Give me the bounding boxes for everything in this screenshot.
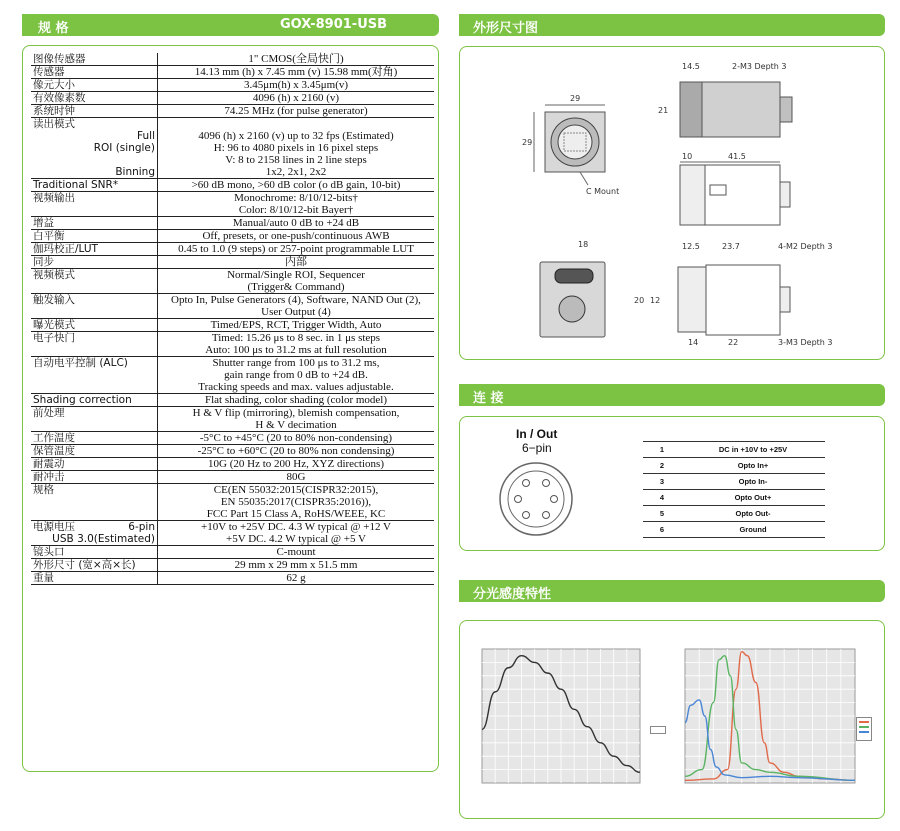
spec-label: 保管温度 <box>33 445 75 457</box>
bot-height-1: 20 <box>634 296 645 305</box>
mono-legend <box>650 726 666 734</box>
spectral-header-bar <box>459 580 885 602</box>
spec-value-cell <box>158 294 435 319</box>
spec-value: 0.45 to 1.0 (9 steps) or 257-point programmable LUT <box>178 243 414 255</box>
spec-value-line: +5V DC. 4.2 W typical @ +5 V <box>226 533 366 545</box>
spec-row <box>31 79 434 92</box>
spec-label-cell <box>31 546 158 559</box>
spec-header-bar <box>22 14 439 36</box>
conn-title: In / Out <box>516 427 558 441</box>
spec-sublabel: USB 3.0(Estimated) <box>52 533 155 545</box>
spec-row <box>31 559 434 572</box>
spec-value-line: 1x2, 2x1, 2x2 <box>265 166 327 178</box>
mono-spectral-chart <box>468 641 646 803</box>
bot-dim-2: 23.7 <box>722 242 740 251</box>
spec-row <box>31 179 434 192</box>
lens-inner-circle <box>558 125 592 159</box>
spec-value-cell <box>158 546 435 559</box>
spec-row <box>31 66 434 79</box>
spec-label: 工作温度 <box>33 432 75 444</box>
spec-value-line: CE(EN 55032:2015(CISPR32:2015), <box>213 484 379 496</box>
pin-row <box>643 490 825 506</box>
spec-row <box>31 458 434 471</box>
bot-height-2: 12 <box>650 296 661 305</box>
spec-label-cell <box>31 79 158 92</box>
spec-value: 80G <box>286 471 306 483</box>
spec-value-line: Timed: 15.26 μs to 8 sec. in 1 μs steps <box>211 332 381 344</box>
spec-value: 29 mm x 29 mm x 51.5 mm <box>234 559 358 571</box>
spec-row <box>31 256 434 269</box>
bot-dim-1: 12.5 <box>682 242 700 251</box>
spec-row <box>31 243 434 256</box>
spec-value-line: V: 8 to 2158 lines in 2 line steps <box>225 154 367 166</box>
spec-value-cell <box>158 230 435 243</box>
spec-value: 74.25 MHz (for pulse generator) <box>224 105 368 117</box>
spec-value-cell <box>158 572 435 585</box>
pin-row <box>643 506 825 522</box>
spectral-header: 分光感度特性 <box>473 587 552 602</box>
spec-label-cell <box>31 319 158 332</box>
spec-header-right: GOX-8901-USB <box>280 17 388 32</box>
spec-value-line: Monochrome: 8/10/12-bits† <box>234 192 358 204</box>
spec-row <box>31 319 434 332</box>
spec-value: Off, presets, or one-push/continuous AWB <box>202 230 390 242</box>
spec-label-cell <box>31 484 158 521</box>
spec-row <box>31 192 434 217</box>
pin-row <box>643 522 825 538</box>
front-width-dim: 29 <box>570 94 581 103</box>
pin-signal: Opto Out+ <box>734 493 772 502</box>
spec-value: 10G (20 Hz to 200 Hz, XYZ directions) <box>208 458 384 470</box>
spec-row <box>31 92 434 105</box>
spec-value-line: User Output (4) <box>261 306 331 318</box>
color-spectral-chart <box>671 641 861 803</box>
spec-value-cell <box>158 179 435 192</box>
spec-value: 1" CMOS(全局快门) <box>248 53 344 65</box>
spec-value: 3.45μm(h) x 3.45μm(v) <box>243 79 349 91</box>
spec-value: -5°C to +45°C (20 to 80% non-condensing) <box>199 432 393 444</box>
spec-label-cell <box>31 294 158 319</box>
connector-pinout-icon <box>496 459 576 539</box>
spec-label: 同步 <box>33 256 54 268</box>
spec-value-cell <box>158 66 435 79</box>
spec-value-line: FCC Part 15 Class A, RoHS/WEEE, KC <box>206 508 386 520</box>
spec-label-cell <box>31 458 158 471</box>
spec-label: 规格 <box>33 484 54 496</box>
spec-value-line: 4096 (h) x 2160 (v) up to 32 fps (Estimated) <box>198 130 394 142</box>
spec-label: 白平衡 <box>33 230 65 242</box>
spec-value: 内部 <box>285 256 307 268</box>
spec-table <box>31 53 434 585</box>
top-dim-2: 41.5 <box>728 152 746 161</box>
spec-value-cell <box>158 217 435 230</box>
side-view-connector <box>780 97 792 122</box>
pin-row <box>643 458 825 474</box>
spec-label-cell <box>31 269 158 294</box>
spec-value-cell <box>158 471 435 484</box>
dims-panel <box>459 46 885 360</box>
spec-value-cell <box>158 407 435 432</box>
spec-value-line: Auto: 100 μs to 31.2 ms at full resolution <box>205 344 387 356</box>
spec-label: 外形尺寸 (宽×高×长) <box>33 559 136 571</box>
spec-value-line: H & V flip (mirroring), blemish compensation, <box>192 407 400 419</box>
spec-label-cell <box>31 217 158 230</box>
spec-row <box>31 407 434 432</box>
spec-value: -25°C to +60°C (20 to 80% non condensing) <box>197 445 395 457</box>
spec-value-cell <box>158 432 435 445</box>
spec-value-cell <box>158 192 435 217</box>
spec-value-cell <box>158 521 435 546</box>
spec-label: 像元大小 <box>33 79 75 91</box>
spec-label: 重量 <box>33 572 54 584</box>
spec-value-cell <box>158 243 435 256</box>
top-dim-1: 10 <box>682 152 693 161</box>
spec-value-line: gain range from 0 dB to +24 dB. <box>224 369 368 381</box>
spec-label-cell <box>31 66 158 79</box>
spec-label-cell <box>31 230 158 243</box>
bottom-view-body <box>706 265 780 335</box>
side-view-front <box>680 82 702 137</box>
color-legend <box>856 717 872 741</box>
spec-label: 传感器 <box>33 66 65 78</box>
spec-label-cell <box>31 179 158 192</box>
spec-label: 自动电平控制 (ALC) <box>33 357 128 369</box>
spectral-panel <box>459 620 885 819</box>
rear-width-dim: 18 <box>578 240 589 249</box>
spec-label-cell <box>31 118 158 179</box>
bot-dim-3: 14 <box>688 338 699 347</box>
spec-label: 图像传感器 <box>33 53 86 65</box>
spec-value: >60 dB mono, >60 dB color (o dB gain, 10-bit) <box>191 179 401 191</box>
spec-label: 有效像素数 <box>33 92 86 104</box>
bot-note-2: 3-M3 Depth 3 <box>778 338 833 347</box>
spec-value-cell <box>158 92 435 105</box>
spec-row <box>31 118 434 179</box>
spec-row <box>31 432 434 445</box>
spec-value-cell <box>158 484 435 521</box>
spec-label-cell <box>31 471 158 484</box>
spec-row <box>31 294 434 319</box>
spec-row <box>31 521 434 546</box>
top-view-front <box>680 165 705 225</box>
spec-label-cell <box>31 432 158 445</box>
spec-row <box>31 357 434 394</box>
side-height-dim: 21 <box>658 106 669 115</box>
pin-signal: DC in +10V to +25V <box>718 445 788 454</box>
spec-label: 前处理 <box>33 407 65 419</box>
dims-header-bar <box>459 14 885 36</box>
spec-value-cell <box>158 269 435 294</box>
spec-row <box>31 394 434 407</box>
spec-label-cell <box>31 105 158 118</box>
spec-value: C-mount <box>276 546 316 558</box>
spec-value: 62 g <box>286 572 306 584</box>
spec-row <box>31 572 434 585</box>
spec-label: 伽玛校正/LUT <box>33 243 98 255</box>
spec-label: 视频输出 <box>33 192 75 204</box>
spec-value-cell <box>158 256 435 269</box>
spec-label: 曝光模式 <box>33 319 75 331</box>
spec-value-line: (Trigger& Command) <box>247 281 345 293</box>
spec-value-cell <box>158 319 435 332</box>
front-height-dim: 29 <box>522 138 533 147</box>
cmount-label: C Mount <box>586 187 620 196</box>
spec-value-cell <box>158 118 435 179</box>
side-top-note: 2-M3 Depth 3 <box>732 62 787 71</box>
io-port <box>559 296 585 322</box>
spec-value-cell <box>158 445 435 458</box>
spec-row <box>31 332 434 357</box>
pin-number: 2 <box>659 461 665 470</box>
spec-label-cell <box>31 407 158 432</box>
bot-dim-4: 22 <box>728 338 739 347</box>
spec-label-cell <box>31 243 158 256</box>
pin-number: 1 <box>659 445 665 454</box>
spec-value-line: +10V to +25V DC. 4.3 W typical @ +12 V <box>201 521 391 533</box>
spec-label: Shading correction <box>33 394 132 406</box>
conn-subtitle: 6−pin <box>522 441 552 455</box>
spec-label: 增益 <box>33 217 54 229</box>
spec-row <box>31 269 434 294</box>
spec-value-line: Opto In, Pulse Generators (4), Software, NAND Out (2), <box>171 294 421 306</box>
spec-label: 耐震动 <box>33 458 65 470</box>
spec-label-cell <box>31 332 158 357</box>
spec-label-cell <box>31 521 158 546</box>
spec-label: 镜头口 <box>33 546 65 558</box>
pin-row <box>643 442 825 458</box>
pin-signal: Opto In- <box>738 477 768 486</box>
spec-label-cell <box>31 357 158 394</box>
spec-label-cell <box>31 394 158 407</box>
conn-panel <box>459 416 885 551</box>
spec-sublabel: ROI (single) <box>93 142 155 154</box>
dimension-drawing <box>460 47 884 359</box>
spec-row <box>31 471 434 484</box>
spec-label: 电源电压 <box>33 521 75 533</box>
pin-number: 3 <box>659 477 665 486</box>
spec-label-cell <box>31 192 158 217</box>
pin-row <box>643 474 825 490</box>
spec-value-cell <box>158 79 435 92</box>
pin-signal: Opto Out- <box>735 509 771 518</box>
spec-label: 电子快门 <box>33 332 75 344</box>
spec-row <box>31 53 434 66</box>
spec-value-line: Tracking speeds and max. values adjustable. <box>198 381 394 393</box>
pin-table <box>643 441 825 538</box>
spec-label-cell <box>31 559 158 572</box>
spec-sublabel: Full <box>137 130 155 142</box>
spec-value-cell <box>158 105 435 118</box>
pin-signal: Ground <box>739 525 767 534</box>
spec-value-line: Normal/Single ROI, Sequencer <box>227 269 365 281</box>
spec-label-2: 6-pin <box>128 521 155 533</box>
spec-sublabel: Binning <box>115 166 155 178</box>
spec-value: Flat shading, color shading (color model) <box>204 394 388 406</box>
pin-signal: Opto In+ <box>737 461 769 470</box>
side-top-dim: 14.5 <box>682 62 700 71</box>
spec-label: Traditional SNR* <box>33 179 119 191</box>
spec-value-cell <box>158 332 435 357</box>
spec-label-cell <box>31 572 158 585</box>
usb-port <box>555 269 593 283</box>
spec-label-cell <box>31 53 158 66</box>
conn-header: 连 接 <box>473 391 504 406</box>
spec-value: 14.13 mm (h) x 7.45 mm (v) 15.98 mm(对角) <box>194 66 398 78</box>
spec-row <box>31 230 434 243</box>
spec-label-cell <box>31 445 158 458</box>
spec-value-line: H & V decimation <box>255 419 337 431</box>
spec-label: 视频模式 <box>33 269 75 281</box>
dims-header: 外形尺寸图 <box>473 21 539 36</box>
bot-note-1: 4-M2 Depth 3 <box>778 242 833 251</box>
spec-label-cell <box>31 92 158 105</box>
spec-row <box>31 546 434 559</box>
conn-header-bar <box>459 384 885 406</box>
spec-label: 触发输入 <box>33 294 75 306</box>
spec-value-line: EN 55035:2017(CISPR35:2016)), <box>220 496 372 508</box>
spec-value-cell <box>158 357 435 394</box>
spec-value-cell <box>158 394 435 407</box>
spec-header-left: 规 格 <box>38 21 69 36</box>
spec-row <box>31 445 434 458</box>
pin-number: 6 <box>659 525 665 534</box>
spec-value-cell <box>158 559 435 572</box>
pin-number: 5 <box>659 509 665 518</box>
spec-value: 4096 (h) x 2160 (v) <box>252 92 340 104</box>
spec-value-cell <box>158 458 435 471</box>
spec-label: 读出模式 <box>33 118 75 130</box>
spec-value-line: H: 96 to 4080 pixels in 16 pixel steps <box>213 142 379 154</box>
spec-value-line: Color: 8/10/12-bit Bayer† <box>238 204 354 216</box>
spec-row <box>31 217 434 230</box>
spec-value: Manual/auto 0 dB to +24 dB <box>232 217 360 229</box>
spec-sublabel <box>33 154 155 166</box>
spec-value-line: Shutter range from 100 μs to 31.2 ms, <box>212 357 380 369</box>
spec-label: 系统时钟 <box>33 105 75 117</box>
pin-number: 4 <box>659 493 665 502</box>
spec-row <box>31 484 434 521</box>
spec-value: Timed/EPS, RCT, Trigger Width, Auto <box>210 319 382 331</box>
spec-label-cell <box>31 256 158 269</box>
spec-row <box>31 105 434 118</box>
spec-value-cell <box>158 53 435 66</box>
spec-label: 耐冲击 <box>33 471 65 483</box>
